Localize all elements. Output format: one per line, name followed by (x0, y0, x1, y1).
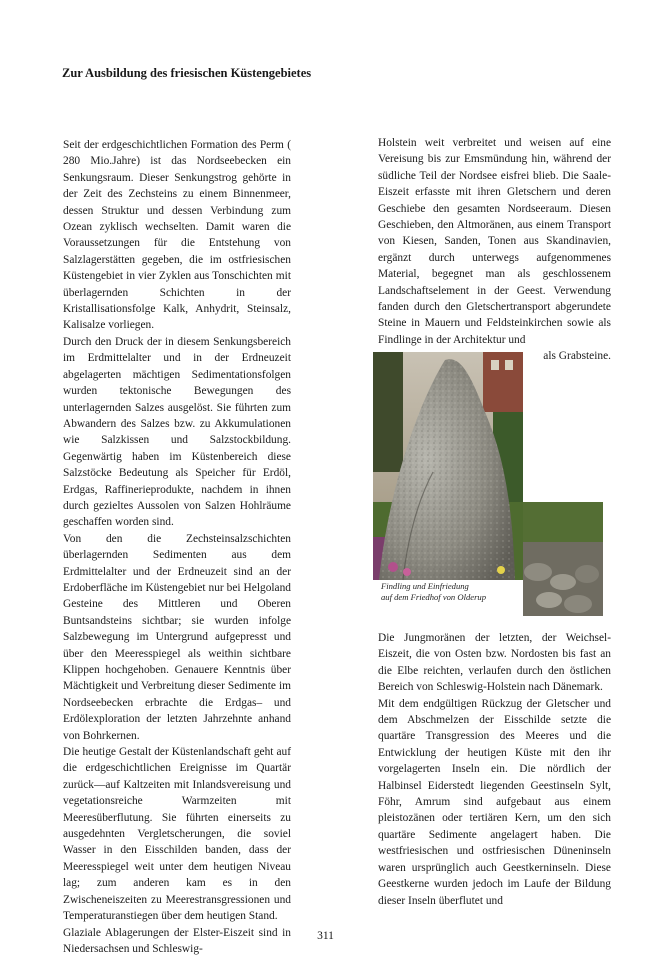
paragraph: Mit dem endgültigen Rückzug der Gletscher und dem Abschmelzen der Eisschilde setzte die quartäre Transgression des Meeres und die Entwicklung der heutigen Küste mit den ihr vorgelagerten Inseln ein. Die nördlich der Halbinsel Eiderstedt liegenden Geestinseln Sylt, Föhr, Amrum sind aufgebaut aus einem pleistozänen oder tertiären Kern, um den sich quartäre Sedimente angelagert haben. Die westfriesischen und ostfriesischen Düneninseln waren ursprünglich auch Geestkerninseln. Diese Geestkerne wurden jedoch im Laufe der Bildung dieser Inseln überflutet und (378, 697, 611, 907)
boulder-illustration (373, 352, 603, 616)
right-text-column-bottom (378, 630, 611, 909)
page-number: 311 (317, 930, 334, 942)
page-title: Zur Ausbildung des friesischen Küstengebietes (62, 66, 312, 80)
paragraph: Glaziale Ablagerungen der Elster-Eiszeit sind in Niedersachsen und Schleswig- (63, 926, 291, 955)
paragraph: Die heutige Gestalt der Küstenlandschaft geht auf die erdgeschichtlichen Ereignisse im Quartär zurück—auf Kaltzeiten mit Inlandsvereisung und vegetationsreiche Warmzeiten mit Meeresüberflutung. Sie führten einerseits zu ausgedehnten Vergletscherungen, die soviel Wasser in den Eisschilden banden, dass der Meeresspiegel weit unter dem heutigen Niveau lag; zum anderen kam es in den Zwischeneiszeiten zu Meerestransgressionen und Temperaturanstiegen über dem heutigen Stand. (63, 746, 291, 923)
paragraph: Durch den Druck der in diesem Senkungsbereich im Erdmittelalter und in der Erdneuzeit abgelagerten mächtigen Sedimentationsfolgen wurden tektonische Bewegungen des unterlagernden Salzes ausgelöst. Sie führten zum Abwandern des Salzes bzw. zu Akkumulationen wie Salzkissen und Salzstockbildung. Gegenwärtig haben im Küstenbereich diese Salzstöcke Bedeutung als Speicher für Erdöl, Erdgas, Raffinerieprodukte, nachdem in ihnen durch gezieltes Aussolen von Salzen Hohlräume geschaffen worden sind. (63, 335, 291, 529)
boulder-photo (373, 352, 603, 616)
photo-caption (381, 581, 531, 603)
paragraph: Holstein weit verbreitet und weisen auf eine Vereisung bis zur Emsmündung hin, während der südliche Teil der Nordsee eisfrei blieb. Die Saale-Eiszeit erfasste mit ihren Gletschern und deren Geschiebe den gesamten Nordseeraum. Diesen Geschieben, den Altmoränen, aus einem Transport von Kiesen, Sanden, Tonen aus Skandinavien, ergänzt durch unterwegs aufgenommenes Material, begegnet man als geschlossenem Landschaftselement in der Geest. Verwendung fanden durch den Gletschertransport abgerundete Steine in Mauern und Feldsteinkirchen sowie als Findlinge in der Architektur und (378, 137, 611, 346)
paragraph: Die Jungmoränen der letzten, der Weichsel-Eiszeit, die von Osten bzw. Nordosten bis fast an die Elbe reichten, verlaufen durch den östlichen Bereich von Schleswig-Holstein nach Dänemark. (378, 632, 611, 694)
right-text-column-top (378, 135, 611, 365)
caption-line: Findling und Einfriedung (381, 581, 469, 591)
paragraph: als Grabsteine. (543, 350, 611, 363)
paragraph: Von den die Zechsteinsalzschichten überlagernden Sedimenten aus dem Erdmittelalter und der Erdneuzeit sind an der Erdoberfläche im Küstengebiet nur bei Helgoland Gesteine des Mittleren und Oberen Buntsandsteins sichtbar; sie wurden infolge Salzbewegung im Untergrund aufgepresst und über den Meeresspiegel als weithin sichtbare Klippen hochgehoben. Genauere Kenntnis über Mächtigkeit und Verbreitung dieser Sedimente im Nordseebecken erbrachte die Erdgas– und Erdölexploration der letzten Jahrzehnte anhand von Bohrkernen. (63, 532, 291, 742)
caption-line: auf dem Friedhof von Olderup (381, 592, 487, 602)
left-text-column (63, 137, 291, 957)
paragraph: Seit der erdgeschichtlichen Formation des Perm ( 280 Mio.Jahre) ist das Nordseebecken ein Senkungsraum. Dieser Senkungstrog gehörte in der Zeit des Zechsteins zu einem Binnenmeer, dessen Struktur und dessen Verbindung zum Ozean zyklisch wechselten. Damit waren die Voraussetzungen für die Entstehung von Salzlagerstätten gegeben, die im ostfriesischen Küstengebiet in vier Zyklen aus Tonschichten mit überlagernden Schichten in der Kristallisationsfolge Kalk, Anhydrit, Steinsalz, Kalisalze vorliegen. (63, 139, 291, 332)
